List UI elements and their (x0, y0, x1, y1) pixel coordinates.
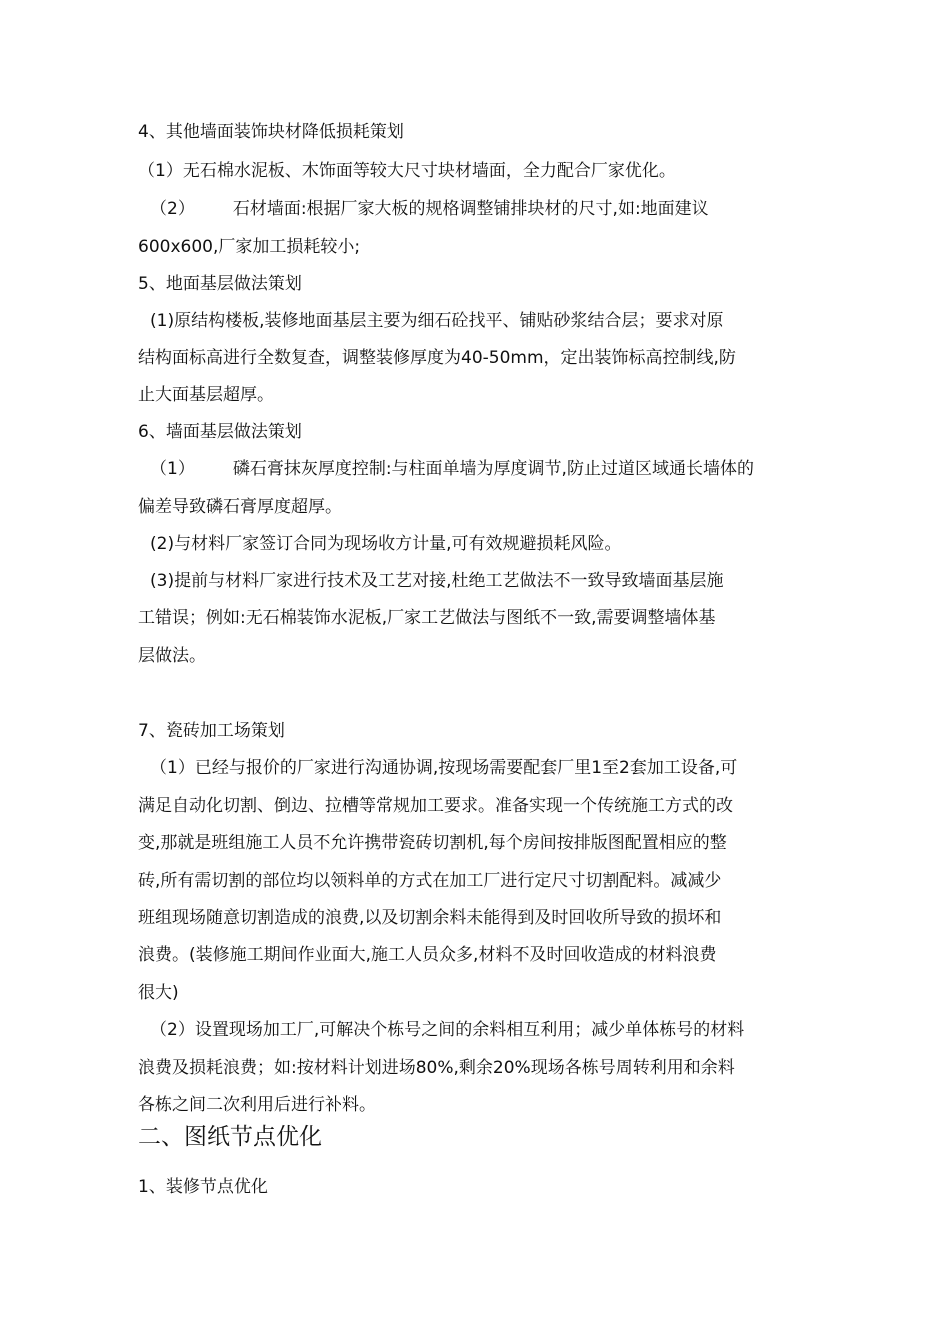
part-2-title: 二、图纸节点优化 (138, 1124, 322, 1150)
section-6-paragraph-1-line-2: 偏差导致磷石膏厚度超厚。 (138, 497, 342, 517)
item-text: 磷石膏抹灰厚度控制:与柱面单墙为厚度调节,防止过道区域通长墙体的 (232, 459, 754, 479)
section-7-paragraph-1-line-5: 班组现场随意切割造成的浪费,以及切割余料未能得到及时回收所导致的损坏和 (138, 908, 722, 928)
section-5-paragraph-1-line-3: 止大面基层超厚。 (138, 385, 274, 405)
section-7-paragraph-1-line-1: （1）已经与报价的厂家进行沟通协调,按现场需要配套厂里1至2套加工设备,可 (150, 758, 738, 778)
item-number: （2） (150, 199, 195, 219)
section-6-heading: 6、墙面基层做法策划 (138, 422, 302, 442)
section-6-paragraph-3-line-1: (3)提前与材料厂家进行技术及工艺对接,杜绝工艺做法不一致导致墙面基层施 (150, 571, 724, 591)
section-7-paragraph-2-line-3: 各栋之间二次利用后进行补料。 (138, 1095, 376, 1115)
section-4-heading: 4、其他墙面装饰块材降低损耗策划 (138, 122, 404, 142)
section-4-paragraph-2-line-1 (150, 198, 709, 220)
section-6-paragraph-3-line-2: 工错误；例如:无石棉装饰水泥板,厂家工艺做法与图纸不一致,需要调整墙体基 (138, 608, 716, 628)
section-7-paragraph-1-line-2: 满足自动化切割、倒边、拉槽等常规加工要求。准备实现一个传统施工方式的改 (138, 796, 733, 816)
section-4-paragraph-1: （1）无石棉水泥板、木饰面等较大尺寸块材墙面，全力配合厂家优化。 (138, 161, 676, 181)
section-7-paragraph-1-line-7: 很大) (138, 983, 179, 1003)
section-5-paragraph-1-line-2: 结构面标高进行全数复查，调整装修厚度为40-50mm，定出装饰标高控制线,防 (138, 348, 736, 368)
section-7-paragraph-1-line-3: 变,那就是班组施工人员不允许携带瓷砖切割机,每个房间按排版图配置相应的整 (138, 833, 727, 853)
section-7-paragraph-2-line-2: 浪费及损耗浪费；如:按材料计划进场80%,剩余20%现场各栋号周转利用和余料 (138, 1058, 735, 1078)
part-2-section-1-heading: 1、装修节点优化 (138, 1177, 268, 1197)
section-5-paragraph-1-line-1: (1)原结构楼板,装修地面基层主要为细石砼找平、铺贴砂浆结合层；要求对原 (150, 311, 724, 331)
section-7-heading: 7、瓷砖加工场策划 (138, 721, 285, 741)
section-6-paragraph-1-line-1 (150, 458, 754, 480)
section-7-paragraph-1-line-4: 砖,所有需切割的部位均以领料单的方式在加工厂进行定尺寸切割配料。减减少 (138, 871, 722, 891)
item-number: （1） (150, 459, 195, 479)
section-4-paragraph-2-line-2: 600x600,厂家加工损耗较小; (138, 237, 361, 257)
item-text: 石材墙面:根据厂家大板的规格调整铺排块材的尺寸,如:地面建议 (232, 199, 709, 219)
section-7-paragraph-2-line-1: （2）设置现场加工厂,可解决个栋号之间的余料相互利用；减少单体栋号的材料 (150, 1020, 745, 1040)
section-7-paragraph-1-line-6: 浪费。(装修施工期间作业面大,施工人员众多,材料不及时回收造成的材料浪费 (138, 945, 717, 965)
section-6-paragraph-2: (2)与材料厂家签订合同为现场收方计量,可有效规避损耗风险。 (150, 534, 622, 554)
section-5-heading: 5、地面基层做法策划 (138, 274, 302, 294)
section-6-paragraph-3-line-3: 层做法。 (138, 646, 206, 666)
